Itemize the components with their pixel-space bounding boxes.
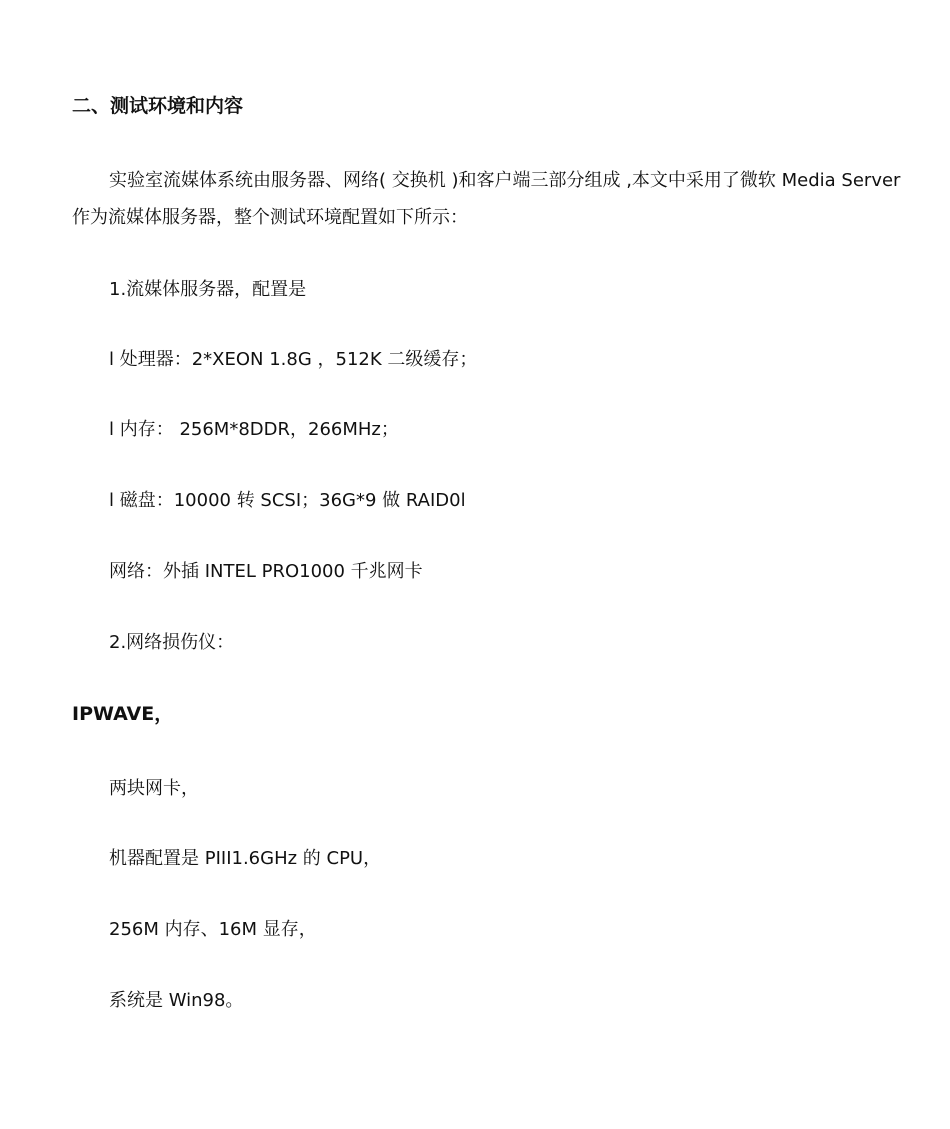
cpu-spec-item: l 处理器：2*XEON 1.8G ，512K 二级缓存； [109, 349, 478, 370]
intro-paragraph-line-1: 实验室流媒体系统由服务器、网络( 交换机 )和客户端三部分组成 ,本文中采用了微软 Media Server [109, 170, 901, 191]
disk-spec-item: l 磁盘：10000 转 SCSI；36G*9 做 RAID0l [109, 490, 466, 511]
network-impairment-title: 2.网络损伤仪： [109, 632, 235, 653]
section-heading: 二、测试环境和内容 [72, 95, 244, 117]
system-line: 系统是 Win98。 [109, 990, 244, 1011]
network-spec-item: 网络：外插 INTEL PRO1000 千兆网卡 [109, 561, 423, 582]
ipwave-label: IPWAVE， [72, 703, 174, 725]
memory-video-line: 256M 内存、16M 显存， [109, 919, 317, 940]
machine-config-line: 机器配置是 PIII1.6GHz 的 CPU， [109, 848, 382, 869]
nic-count-line: 两块网卡， [109, 778, 199, 799]
intro-paragraph-line-2: 作为流媒体服务器，整个测试环境配置如下所示： [72, 207, 468, 228]
server-config-title: 1.流媒体服务器，配置是 [109, 279, 307, 300]
memory-spec-item: l 内存： 256M*8DDR，266MHz； [109, 419, 399, 440]
